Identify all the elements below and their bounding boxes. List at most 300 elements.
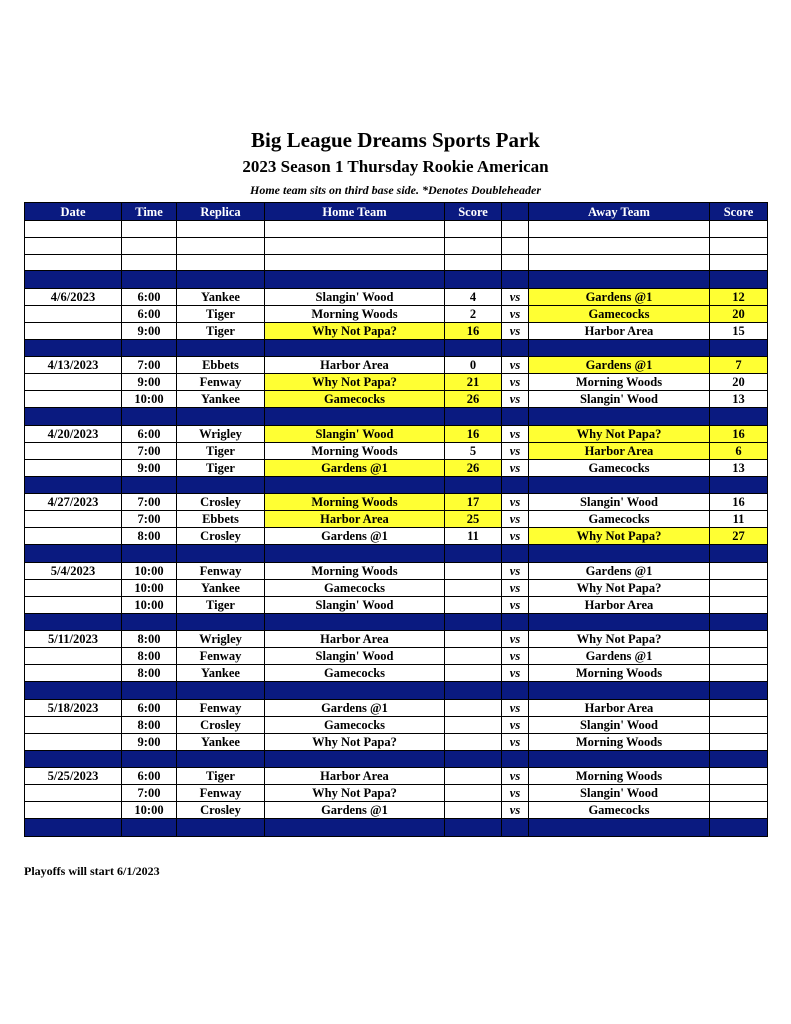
- vs-label: vs: [502, 716, 529, 733]
- separator-cell: [265, 819, 445, 837]
- home-score: 26: [445, 459, 502, 476]
- game-row: [25, 391, 768, 408]
- week-date: 5/25/2023: [25, 768, 122, 785]
- week-separator: [25, 339, 768, 357]
- away-team: Morning Woods: [529, 733, 710, 750]
- home-team: Gardens @1: [265, 459, 445, 476]
- vs-label: vs: [502, 596, 529, 613]
- week-date: [25, 579, 122, 596]
- game-row: [25, 511, 768, 528]
- separator-cell: [122, 476, 177, 494]
- away-team: Harbor Area: [529, 322, 710, 339]
- week-separator: [25, 545, 768, 563]
- away-team: Gardens @1: [529, 648, 710, 665]
- home-score: [445, 785, 502, 802]
- separator-cell: [529, 819, 710, 837]
- away-score: [710, 785, 768, 802]
- game-row: [25, 528, 768, 545]
- away-team: Slangin' Wood: [529, 785, 710, 802]
- away-team: Morning Woods: [529, 768, 710, 785]
- away-team: Slangin' Wood: [529, 494, 710, 511]
- away-score: 6: [710, 442, 768, 459]
- game-time: 10:00: [122, 802, 177, 819]
- game-time: 6:00: [122, 288, 177, 305]
- home-score: 16: [445, 425, 502, 442]
- separator-cell: [177, 339, 265, 357]
- week-date: [25, 802, 122, 819]
- separator-cell: [445, 750, 502, 768]
- separator-cell: [177, 476, 265, 494]
- game-row: [25, 322, 768, 339]
- separator-cell: [502, 545, 529, 563]
- separator-cell: [122, 613, 177, 631]
- replica-field: Crosley: [177, 802, 265, 819]
- game-row: [25, 357, 768, 374]
- away-team: Why Not Papa?: [529, 425, 710, 442]
- replica-field: Yankee: [177, 288, 265, 305]
- home-score: [445, 665, 502, 682]
- home-team: Harbor Area: [265, 768, 445, 785]
- vs-label: vs: [502, 768, 529, 785]
- separator-cell: [710, 339, 768, 357]
- vs-label: vs: [502, 459, 529, 476]
- replica-field: Fenway: [177, 562, 265, 579]
- game-row: [25, 459, 768, 476]
- separator-cell: [529, 271, 710, 289]
- separator-cell: [25, 682, 122, 700]
- away-score: 16: [710, 425, 768, 442]
- game-time: 6:00: [122, 699, 177, 716]
- page-title: Big League Dreams Sports Park: [251, 128, 540, 152]
- vs-label: vs: [502, 631, 529, 648]
- vs-label: vs: [502, 785, 529, 802]
- week-date: [25, 785, 122, 802]
- separator-cell: [710, 408, 768, 426]
- week-separator: [25, 750, 768, 768]
- week-date: [25, 648, 122, 665]
- replica-field: Wrigley: [177, 631, 265, 648]
- game-time: 7:00: [122, 357, 177, 374]
- home-score: [445, 802, 502, 819]
- replica-field: Yankee: [177, 391, 265, 408]
- away-score: [710, 579, 768, 596]
- replica-field: Fenway: [177, 785, 265, 802]
- separator-cell: [502, 682, 529, 700]
- vs-label: vs: [502, 648, 529, 665]
- replica-field: Yankee: [177, 579, 265, 596]
- home-team: Morning Woods: [265, 442, 445, 459]
- home-score: 16: [445, 322, 502, 339]
- game-time: 10:00: [122, 391, 177, 408]
- separator-cell: [445, 408, 502, 426]
- away-score: 20: [710, 305, 768, 322]
- away-team: Why Not Papa?: [529, 631, 710, 648]
- away-team: Harbor Area: [529, 699, 710, 716]
- week-date: [25, 391, 122, 408]
- week-separator: [25, 682, 768, 700]
- away-score: [710, 562, 768, 579]
- vs-label: vs: [502, 425, 529, 442]
- game-time: 8:00: [122, 716, 177, 733]
- vs-label: vs: [502, 322, 529, 339]
- away-score: [710, 768, 768, 785]
- separator-cell: [177, 545, 265, 563]
- vs-label: vs: [502, 802, 529, 819]
- separator-cell: [502, 613, 529, 631]
- game-time: 9:00: [122, 733, 177, 750]
- away-score: 11: [710, 511, 768, 528]
- game-time: 8:00: [122, 665, 177, 682]
- game-time: 9:00: [122, 459, 177, 476]
- vs-label: vs: [502, 374, 529, 391]
- home-score: [445, 596, 502, 613]
- separator-cell: [265, 750, 445, 768]
- home-team: Slangin' Wood: [265, 425, 445, 442]
- game-row: [25, 648, 768, 665]
- separator-cell: [445, 271, 502, 289]
- home-team: Why Not Papa?: [265, 374, 445, 391]
- week-date: 4/20/2023: [25, 425, 122, 442]
- separator-cell: [445, 613, 502, 631]
- home-team: Harbor Area: [265, 631, 445, 648]
- home-score: 21: [445, 374, 502, 391]
- separator-cell: [265, 271, 445, 289]
- separator-cell: [265, 545, 445, 563]
- home-score: 4: [445, 288, 502, 305]
- replica-field: Crosley: [177, 528, 265, 545]
- home-team: Slangin' Wood: [265, 288, 445, 305]
- week-date: 4/27/2023: [25, 494, 122, 511]
- home-score: 11: [445, 528, 502, 545]
- replica-field: Tiger: [177, 768, 265, 785]
- week-date: 5/4/2023: [25, 562, 122, 579]
- replica-field: Yankee: [177, 665, 265, 682]
- separator-cell: [502, 819, 529, 837]
- week-separator: [25, 819, 768, 837]
- header-row: [25, 203, 768, 221]
- week-date: 5/18/2023: [25, 699, 122, 716]
- separator-cell: [25, 271, 122, 289]
- game-time: 7:00: [122, 442, 177, 459]
- vs-label: vs: [502, 733, 529, 750]
- game-row: [25, 374, 768, 391]
- separator-cell: [265, 476, 445, 494]
- away-score: 15: [710, 322, 768, 339]
- game-time: 6:00: [122, 305, 177, 322]
- replica-field: Ebbets: [177, 511, 265, 528]
- separator-cell: [445, 339, 502, 357]
- away-team: Gamecocks: [529, 511, 710, 528]
- vs-label: vs: [502, 442, 529, 459]
- home-team: Morning Woods: [265, 562, 445, 579]
- replica-field: Fenway: [177, 374, 265, 391]
- game-time: 9:00: [122, 374, 177, 391]
- home-team: Gardens @1: [265, 528, 445, 545]
- separator-cell: [122, 750, 177, 768]
- separator-cell: [710, 819, 768, 837]
- home-score: 25: [445, 511, 502, 528]
- separator-cell: [710, 271, 768, 289]
- home-score: [445, 631, 502, 648]
- away-score: 20: [710, 374, 768, 391]
- replica-field: Tiger: [177, 305, 265, 322]
- page-subtitle: 2023 Season 1 Thursday Rookie American: [242, 157, 549, 176]
- replica-field: Ebbets: [177, 357, 265, 374]
- separator-cell: [122, 545, 177, 563]
- home-team: Why Not Papa?: [265, 322, 445, 339]
- separator-cell: [710, 613, 768, 631]
- replica-field: Tiger: [177, 322, 265, 339]
- col-home-score: Score: [445, 203, 502, 221]
- replica-field: Fenway: [177, 648, 265, 665]
- home-team: Slangin' Wood: [265, 648, 445, 665]
- separator-cell: [445, 682, 502, 700]
- separator-cell: [25, 476, 122, 494]
- home-score: 26: [445, 391, 502, 408]
- away-team: Why Not Papa?: [529, 528, 710, 545]
- separator-cell: [265, 613, 445, 631]
- week-date: 4/13/2023: [25, 357, 122, 374]
- vs-label: vs: [502, 494, 529, 511]
- separator-cell: [710, 545, 768, 563]
- col-time: Time: [122, 203, 177, 221]
- separator-cell: [177, 819, 265, 837]
- separator-cell: [710, 476, 768, 494]
- separator-cell: [445, 476, 502, 494]
- away-score: 7: [710, 357, 768, 374]
- game-time: 6:00: [122, 768, 177, 785]
- week-date: [25, 716, 122, 733]
- away-team: Slangin' Wood: [529, 391, 710, 408]
- away-score: [710, 733, 768, 750]
- home-team: Gardens @1: [265, 699, 445, 716]
- week-date: [25, 374, 122, 391]
- vs-label: vs: [502, 357, 529, 374]
- col-vs: [502, 203, 529, 221]
- away-team: Slangin' Wood: [529, 716, 710, 733]
- col-date: Date: [25, 203, 122, 221]
- home-team: Gardens @1: [265, 802, 445, 819]
- blank-row: [25, 254, 768, 271]
- schedule-body: [25, 221, 768, 837]
- away-score: [710, 699, 768, 716]
- separator-cell: [502, 750, 529, 768]
- separator-cell: [529, 476, 710, 494]
- week-date: [25, 596, 122, 613]
- game-row: [25, 562, 768, 579]
- replica-field: Tiger: [177, 596, 265, 613]
- away-score: [710, 631, 768, 648]
- home-team: Why Not Papa?: [265, 785, 445, 802]
- home-score: 0: [445, 357, 502, 374]
- game-row: [25, 716, 768, 733]
- away-team: Gardens @1: [529, 562, 710, 579]
- game-row: [25, 785, 768, 802]
- week-separator: [25, 613, 768, 631]
- away-score: 13: [710, 459, 768, 476]
- game-time: 10:00: [122, 562, 177, 579]
- separator-cell: [25, 408, 122, 426]
- week-date: [25, 459, 122, 476]
- game-row: [25, 733, 768, 750]
- vs-label: vs: [502, 288, 529, 305]
- game-row: [25, 305, 768, 322]
- col-away-team: Away Team: [529, 203, 710, 221]
- separator-cell: [529, 750, 710, 768]
- separator-cell: [445, 819, 502, 837]
- game-time: 7:00: [122, 785, 177, 802]
- replica-field: Wrigley: [177, 425, 265, 442]
- week-date: [25, 733, 122, 750]
- home-team: Morning Woods: [265, 305, 445, 322]
- game-time: 8:00: [122, 648, 177, 665]
- game-row: [25, 631, 768, 648]
- separator-cell: [25, 750, 122, 768]
- vs-label: vs: [502, 665, 529, 682]
- game-time: 6:00: [122, 425, 177, 442]
- week-date: [25, 528, 122, 545]
- home-score: [445, 768, 502, 785]
- away-team: Why Not Papa?: [529, 579, 710, 596]
- away-score: [710, 802, 768, 819]
- home-team: Gamecocks: [265, 716, 445, 733]
- away-score: 13: [710, 391, 768, 408]
- separator-cell: [529, 682, 710, 700]
- home-team: Gamecocks: [265, 579, 445, 596]
- game-time: 9:00: [122, 322, 177, 339]
- home-team: Slangin' Wood: [265, 596, 445, 613]
- separator-cell: [25, 545, 122, 563]
- schedule-note: Home team sits on third base side. *Denotes Doubleheader: [250, 183, 541, 197]
- home-team: Gamecocks: [265, 665, 445, 682]
- home-score: [445, 716, 502, 733]
- game-row: [25, 699, 768, 716]
- home-team: Morning Woods: [265, 494, 445, 511]
- vs-label: vs: [502, 528, 529, 545]
- game-row: [25, 579, 768, 596]
- away-team: Gamecocks: [529, 802, 710, 819]
- game-row: [25, 802, 768, 819]
- col-home-team: Home Team: [265, 203, 445, 221]
- separator-cell: [122, 819, 177, 837]
- separator-cell: [502, 271, 529, 289]
- vs-label: vs: [502, 562, 529, 579]
- schedule-table: [24, 202, 768, 837]
- replica-field: Tiger: [177, 442, 265, 459]
- blank-row: [25, 221, 768, 238]
- separator-cell: [122, 682, 177, 700]
- separator-cell: [529, 339, 710, 357]
- separator-cell: [710, 682, 768, 700]
- away-team: Gamecocks: [529, 305, 710, 322]
- separator-cell: [265, 682, 445, 700]
- week-date: [25, 322, 122, 339]
- playoffs-note: Playoffs will start 6/1/2023: [24, 864, 160, 878]
- game-time: 10:00: [122, 596, 177, 613]
- away-team: Morning Woods: [529, 665, 710, 682]
- home-team: Gamecocks: [265, 391, 445, 408]
- away-score: [710, 665, 768, 682]
- separator-cell: [177, 750, 265, 768]
- game-time: 7:00: [122, 494, 177, 511]
- replica-field: Tiger: [177, 459, 265, 476]
- vs-label: vs: [502, 699, 529, 716]
- separator-cell: [529, 408, 710, 426]
- home-score: 2: [445, 305, 502, 322]
- vs-label: vs: [502, 579, 529, 596]
- week-separator: [25, 476, 768, 494]
- week-date: [25, 665, 122, 682]
- separator-cell: [502, 339, 529, 357]
- home-score: [445, 648, 502, 665]
- home-team: Harbor Area: [265, 511, 445, 528]
- week-separator: [25, 271, 768, 289]
- away-score: [710, 648, 768, 665]
- home-team: Why Not Papa?: [265, 733, 445, 750]
- game-time: 8:00: [122, 631, 177, 648]
- away-score: 12: [710, 288, 768, 305]
- game-row: [25, 494, 768, 511]
- week-date: [25, 511, 122, 528]
- home-score: 5: [445, 442, 502, 459]
- separator-cell: [122, 271, 177, 289]
- away-score: [710, 596, 768, 613]
- separator-cell: [25, 613, 122, 631]
- game-row: [25, 665, 768, 682]
- week-date: [25, 305, 122, 322]
- separator-cell: [122, 339, 177, 357]
- separator-cell: [177, 682, 265, 700]
- week-date: [25, 442, 122, 459]
- separator-cell: [502, 408, 529, 426]
- replica-field: Crosley: [177, 494, 265, 511]
- game-row: [25, 442, 768, 459]
- game-row: [25, 596, 768, 613]
- separator-cell: [122, 408, 177, 426]
- game-time: 10:00: [122, 579, 177, 596]
- col-away-score: Score: [710, 203, 768, 221]
- away-team: Harbor Area: [529, 596, 710, 613]
- away-score: 27: [710, 528, 768, 545]
- separator-cell: [177, 271, 265, 289]
- home-score: [445, 579, 502, 596]
- home-score: [445, 733, 502, 750]
- vs-label: vs: [502, 391, 529, 408]
- separator-cell: [445, 545, 502, 563]
- vs-label: vs: [502, 305, 529, 322]
- replica-field: Crosley: [177, 716, 265, 733]
- away-team: Harbor Area: [529, 442, 710, 459]
- game-time: 7:00: [122, 511, 177, 528]
- home-team: Harbor Area: [265, 357, 445, 374]
- away-score: 16: [710, 494, 768, 511]
- separator-cell: [502, 476, 529, 494]
- separator-cell: [529, 545, 710, 563]
- separator-cell: [177, 408, 265, 426]
- week-date: 5/11/2023: [25, 631, 122, 648]
- separator-cell: [529, 613, 710, 631]
- away-score: [710, 716, 768, 733]
- vs-label: vs: [502, 511, 529, 528]
- game-row: [25, 288, 768, 305]
- away-team: Gamecocks: [529, 459, 710, 476]
- separator-cell: [710, 750, 768, 768]
- game-row: [25, 425, 768, 442]
- away-team: Gardens @1: [529, 288, 710, 305]
- separator-cell: [177, 613, 265, 631]
- replica-field: Fenway: [177, 699, 265, 716]
- separator-cell: [265, 408, 445, 426]
